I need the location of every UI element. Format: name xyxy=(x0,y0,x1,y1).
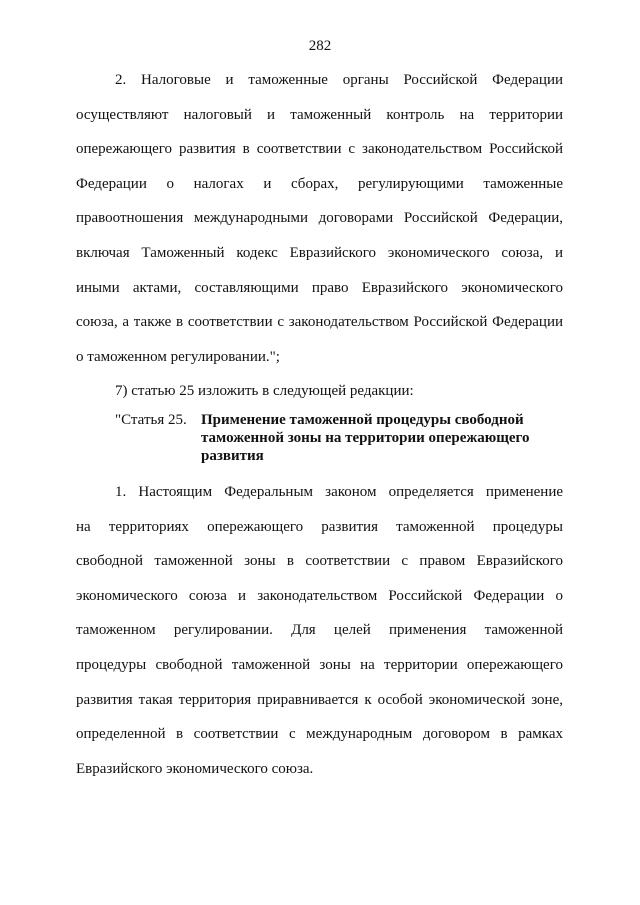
amendment-item-7: 7) статью 25 изложить в следующей редакции: xyxy=(115,383,414,400)
text-line: экономического союза и законодательством Российской Федерации о xyxy=(76,587,563,604)
text-line: о таможенном регулировании."; xyxy=(76,348,280,365)
paragraph-1 xyxy=(76,475,563,786)
paragraph-2 xyxy=(76,63,563,374)
text-line: иными актами, составляющими право Евразийского экономического xyxy=(76,279,563,296)
text-line: процедуры свободной таможенной зоны на территории опережающего xyxy=(76,656,563,673)
text-line: осуществляют налоговый и таможенный контроль на территории xyxy=(76,106,563,123)
article-heading xyxy=(76,411,563,465)
article-title-line: таможенной зоны на территории опережающего xyxy=(201,429,530,446)
page-number: 282 xyxy=(308,38,332,54)
article-title-line: развития xyxy=(201,447,264,464)
text-line: союза, а также в соответствии с законодательством Российской Федерации xyxy=(76,314,563,331)
text-line: 1. Настоящим Федеральным законом определяется применение xyxy=(115,483,563,500)
article-title xyxy=(201,411,541,465)
text-line: правоотношения международными договорами Российской Федерации, xyxy=(76,210,563,227)
text-line: Федерации о налогах и сборах, регулирующими таможенные xyxy=(76,175,563,192)
text-line: развития такая территория приравнивается к особой экономической зоне, xyxy=(76,691,563,708)
text-line: определенной в соответствии с международным договором в рамках xyxy=(76,726,563,743)
text-line: 2. Налоговые и таможенные органы Российской Федерации xyxy=(115,72,563,88)
text-line: включая Таможенный кодекс Евразийского экономического союза, и xyxy=(76,244,563,261)
text-line: Евразийского экономического союза. xyxy=(76,760,314,777)
document-body xyxy=(76,63,563,786)
text-line: свободной таможенной зоны в соответствии с правом Евразийского xyxy=(76,553,563,570)
text-line: на территориях опережающего развития таможенной процедуры xyxy=(76,518,563,535)
text-line: таможенном регулировании. Для целей применения таможенной xyxy=(76,622,563,639)
article-number: "Статья 25. xyxy=(115,411,187,428)
article-title-line: Применение таможенной процедуры свободной xyxy=(201,411,524,428)
text-line: опережающего развития в соответствии с законодательством Российской xyxy=(76,141,563,158)
